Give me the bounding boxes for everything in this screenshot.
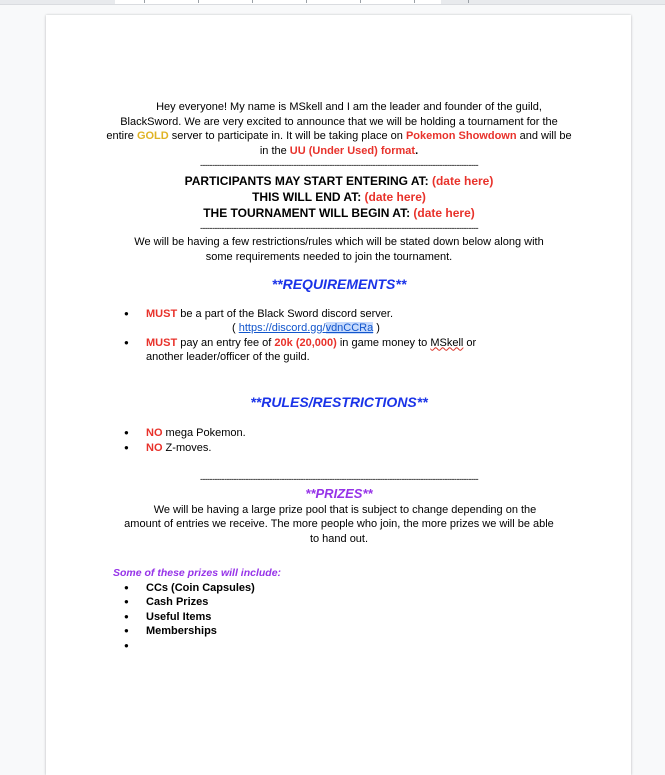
list-item: ● Cash Prizes bbox=[113, 595, 565, 610]
prizes-line: amount of entries we receive. The more people who join, the more prizes we will be able bbox=[124, 518, 554, 530]
ruler-tick bbox=[144, 0, 145, 3]
intro-paragraph bbox=[106, 100, 572, 158]
entry-fee: 20k (20,000) bbox=[274, 336, 337, 349]
ruler-tick bbox=[468, 0, 469, 3]
ruler-tick bbox=[198, 0, 199, 3]
link-text[interactable]: https://discord.gg/ bbox=[238, 322, 326, 334]
ruler-tick bbox=[414, 0, 415, 3]
document-body[interactable] bbox=[106, 83, 572, 653]
format-text: UU (Under Used) format bbox=[289, 144, 416, 157]
prizes-line: We will be having a large prize pool that is subject to change depending on the bbox=[153, 503, 537, 516]
item-text: be a part of the Black Sword discord server. bbox=[177, 307, 393, 320]
prizes-list bbox=[113, 581, 565, 654]
gold-server-text: GOLD bbox=[136, 130, 169, 142]
divider: -------------------------------------------------------------------------------------------------------------------- bbox=[199, 161, 479, 170]
ruler[interactable] bbox=[0, 0, 665, 5]
intro-text: entire bbox=[106, 130, 137, 142]
ruler-tick bbox=[252, 0, 253, 3]
list-item bbox=[113, 426, 565, 441]
restrictions-list bbox=[113, 426, 565, 455]
list-item: ● Useful Items bbox=[113, 610, 565, 625]
date-label: THE TOURNAMENT WILL BEGIN AT: bbox=[203, 206, 414, 220]
intro-line: Hey everyone! My name is MSkell and I am the leader and founder of the guild, bbox=[156, 101, 542, 113]
list-item bbox=[113, 441, 565, 456]
dates-section bbox=[113, 173, 565, 221]
must-keyword: MUST bbox=[146, 307, 178, 320]
prizes-heading: **PRIZES** bbox=[305, 486, 373, 501]
rules-intro bbox=[113, 235, 565, 264]
discord-link-line bbox=[146, 321, 565, 336]
intro-text: . bbox=[415, 144, 419, 157]
discord-invite-link[interactable] bbox=[239, 322, 374, 334]
list-item bbox=[113, 336, 565, 365]
intro-line: BlackSword. We are very excited to announce that we will be holding a tournament for the bbox=[120, 115, 558, 128]
prizes-line: to hand out. bbox=[309, 532, 369, 545]
intro-text: in the bbox=[259, 144, 290, 157]
divider: -------------------------------------------------------------------------------------------------------------------- bbox=[199, 475, 479, 484]
no-keyword: NO bbox=[146, 441, 163, 454]
document-page[interactable] bbox=[46, 15, 631, 775]
requirements-list bbox=[113, 307, 565, 365]
no-keyword: NO bbox=[146, 427, 163, 439]
rules-intro-line: We will be having a few restrictions/rules which will be stated down below along with bbox=[134, 236, 544, 248]
item-text: pay an entry fee of bbox=[177, 336, 275, 349]
link-text-selected[interactable]: vdnCCRa bbox=[325, 322, 374, 334]
paren: ( bbox=[232, 322, 239, 334]
spellcheck-word[interactable]: MSkell bbox=[430, 336, 464, 349]
prizes-paragraph bbox=[113, 503, 565, 547]
date-line bbox=[113, 189, 565, 205]
item-text: in game money to bbox=[336, 336, 431, 349]
item-text: another leader/officer of the guild. bbox=[146, 351, 310, 363]
divider: -------------------------------------------------------------------------------------------------------------------- bbox=[199, 224, 479, 233]
restrictions-heading: **RULES/RESTRICTIONS** bbox=[250, 393, 428, 410]
item-text: Z-moves. bbox=[162, 441, 212, 454]
pokemon-showdown-text: Pokemon Showdown bbox=[405, 130, 517, 142]
date-value: (date here) bbox=[431, 174, 494, 188]
ruler-active-area bbox=[115, 0, 441, 4]
date-line bbox=[113, 173, 565, 189]
date-line bbox=[113, 205, 565, 221]
rules-intro-line: some requirements needed to join the tournament. bbox=[205, 250, 453, 263]
item-text: or bbox=[463, 336, 477, 349]
ruler-tick bbox=[360, 0, 361, 3]
date-value: (date here) bbox=[413, 206, 475, 220]
list-item: ● Memberships bbox=[113, 624, 565, 639]
intro-text: and will be bbox=[516, 130, 572, 142]
date-value: (date here) bbox=[364, 190, 426, 204]
must-keyword: MUST bbox=[146, 336, 178, 349]
date-label: PARTICIPANTS MAY START ENTERING AT: bbox=[184, 174, 432, 188]
list-item bbox=[113, 307, 565, 336]
requirements-heading: **REQUIREMENTS** bbox=[271, 276, 407, 292]
paren: ) bbox=[373, 322, 380, 334]
item-text: mega Pokemon. bbox=[162, 427, 246, 439]
list-item: ● CCs (Coin Capsules) bbox=[113, 581, 565, 596]
intro-text: server to participate in. It will be taking place on bbox=[168, 130, 406, 142]
ruler-tick bbox=[306, 0, 307, 3]
date-label: THIS WILL END AT: bbox=[252, 190, 365, 204]
prizes-subheading: Some of these prizes will include: bbox=[113, 567, 282, 579]
list-item-empty[interactable] bbox=[113, 639, 565, 654]
